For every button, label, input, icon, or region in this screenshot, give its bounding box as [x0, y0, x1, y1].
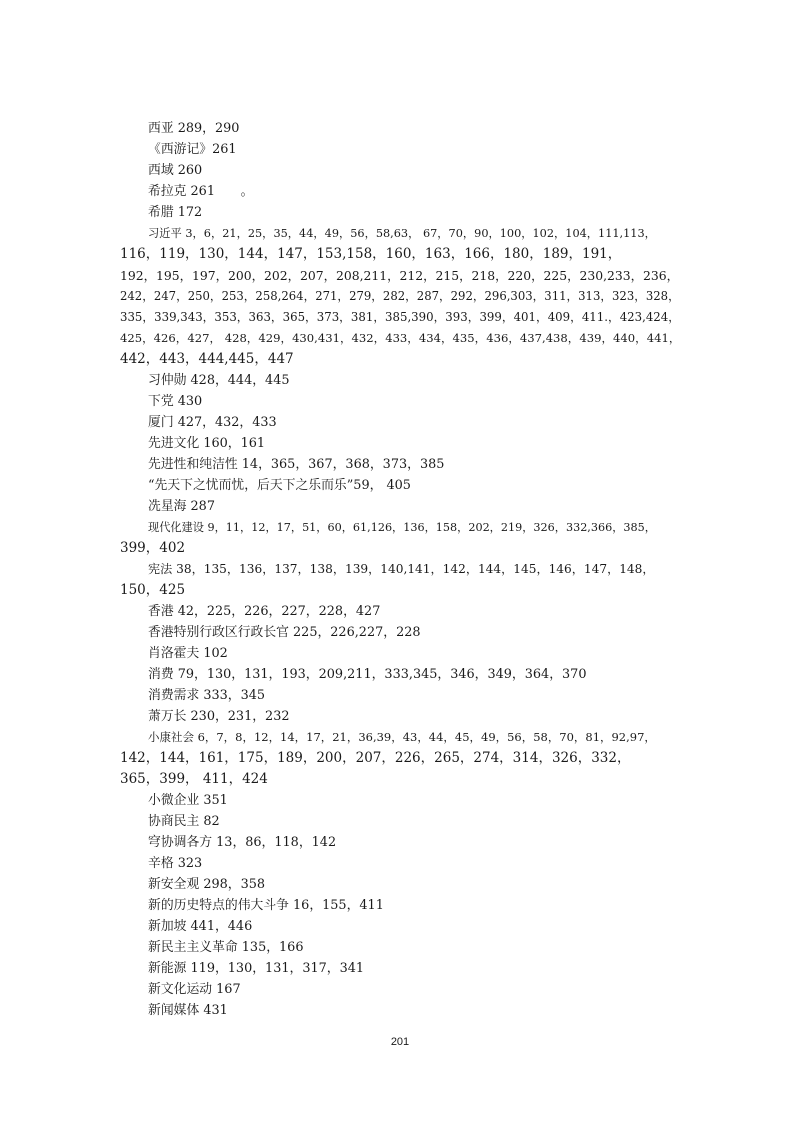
- index-entry: [120, 370, 680, 391]
- index-entry-line: 小康社会 6，7，8，12，14，17，21，36,39，43，44，45，49，56，58，70，81，92,97，: [148, 730, 656, 744]
- index-entry: [120, 727, 680, 790]
- index-entry: [120, 412, 680, 433]
- index-entry: [120, 790, 680, 811]
- index-entry: [120, 979, 680, 1000]
- index-entry-line: 新文化运动 167: [148, 982, 241, 997]
- index-entry-line: 小微企业 351: [148, 793, 228, 808]
- index-entry-line: 先进性和纯洁性 14，365，367，368，373，385: [148, 457, 445, 472]
- index-entry: [120, 643, 680, 664]
- index-entry: [120, 139, 680, 160]
- index-entry-line: 厦门 427，432，433: [148, 415, 277, 430]
- index-entry-line: 协商民主 82: [148, 814, 220, 829]
- index-entry-line: 消费 79，130，131，193，209,211，333,345，346，349，364，370: [148, 667, 587, 682]
- index-entry: [120, 601, 680, 622]
- index-entry-line: 希拉克 261 。: [148, 184, 254, 199]
- index-entry-continuation-line: 116，119，130，144，147，153,158，160，163，166，180，189，191，: [120, 246, 622, 262]
- index-entry: [120, 958, 680, 979]
- index-entry: [120, 391, 680, 412]
- index-entry: [120, 832, 680, 853]
- index-entry: [120, 517, 680, 559]
- index-entry-line: 现代化建设 9，11，12，17，51，60，61,126，136，158，202，219，326，332,366，385，: [148, 521, 656, 534]
- index-entry-line: 穹协调各方 13，86，118，142: [148, 835, 337, 850]
- index-entry-continuation-line: 425，426，427， 428，429，430,431，432，433，434，435，436，437,438，439，440，441，: [120, 331, 681, 345]
- index-entry: [120, 181, 680, 202]
- index-entry-line: “先天下之忧而忧，后天下之乐而乐”59， 405: [148, 478, 411, 493]
- index-entry-line: 新能源 119，130，131，317，341: [148, 961, 365, 976]
- index-entry: [120, 916, 680, 937]
- index-entry-line: 《西游记》261: [148, 142, 237, 157]
- index-entry: [120, 118, 680, 139]
- index-entry: [120, 706, 680, 727]
- index-entry-line: 新安全观 298，358: [148, 877, 266, 892]
- index-entry: [120, 223, 680, 370]
- index-entry-continuation-line: 192，195，197，200，202，207，208,211，212，215，218，220，225，230,233，236，: [120, 268, 680, 283]
- index-entry-continuation-line: 442，443，444,445，447: [120, 351, 294, 367]
- index-entry: [120, 895, 680, 916]
- index-entry-line: 先进文化 160，161: [148, 436, 266, 451]
- index-entry: [120, 496, 680, 517]
- index-entry-line: 新的历史特点的伟大斗争 16，155，411: [148, 898, 384, 913]
- index-entry: [120, 874, 680, 895]
- page-number: 201: [390, 1036, 410, 1048]
- index-entry-line: 消费需求 333，345: [148, 688, 266, 703]
- index-entry-line: 新加坡 441，446: [148, 919, 253, 934]
- index-entry: [120, 664, 680, 685]
- index-entry-line: 宪法 38，135，136，137，138，139，140,141，142，144，145，146，147，148，: [148, 562, 655, 576]
- index-entry: [120, 937, 680, 958]
- index-entry-line: 肖洛霍夫 102: [148, 646, 228, 661]
- index-entry-line: 下党 430: [148, 394, 203, 409]
- index-entry: [120, 454, 680, 475]
- index-entry-continuation-line: 335，339,343，353，363，365，373，381，385,390，393，399，401，409，411.，423,424，: [120, 310, 680, 324]
- index-entry-line: 香港特别行政区行政长官 225，226,227，228: [148, 625, 421, 640]
- index-entry: [120, 433, 680, 454]
- index-entry: [120, 853, 680, 874]
- index-entry-line: 新闻媒体 431: [148, 1003, 228, 1018]
- index-entry: [120, 685, 680, 706]
- index-entry-line: 西亚 289，290: [148, 121, 240, 136]
- index-entry-line: 希腊 172: [148, 205, 203, 220]
- index-entry-line: 萧万长 230，231，232: [148, 709, 290, 724]
- index-entry: [120, 160, 680, 181]
- index-entry-line: 习近平 3，6，21，25，35，44，49，56，58,63， 67，70，90，100，102，104，111,113，: [148, 227, 656, 240]
- index-entry-line: 冼星海 287: [148, 499, 215, 514]
- index-entry: [120, 559, 680, 601]
- index-entry: [120, 202, 680, 223]
- index-entry-line: 习仲勋 428，444，445: [148, 373, 290, 388]
- index-entry-continuation-line: 399，402: [120, 540, 186, 556]
- index-entry: [120, 1000, 680, 1021]
- index-entry-continuation-line: 242，247，250，253，258,264，271，279，282，287，292，296,303，311，313，323，328，: [120, 289, 680, 303]
- index-entry: [120, 475, 680, 496]
- index-entry-continuation-line: 150，425: [120, 582, 186, 598]
- index-entry-continuation-line: 365，399， 411，424: [120, 771, 268, 787]
- index-entry: [120, 622, 680, 643]
- index-entry-continuation-line: 142，144，161，175，189，200，207，226，265，274，314，326，332，: [120, 750, 631, 766]
- index-entry-line: 新民主主义革命 135，166: [148, 940, 304, 955]
- index-list: [120, 118, 680, 1021]
- index-entry-line: 辛格 323: [148, 856, 203, 871]
- index-entry-line: 香港 42，225，226，227，228，427: [148, 604, 381, 619]
- index-entry: [120, 811, 680, 832]
- index-entry-line: 西域 260: [148, 163, 203, 178]
